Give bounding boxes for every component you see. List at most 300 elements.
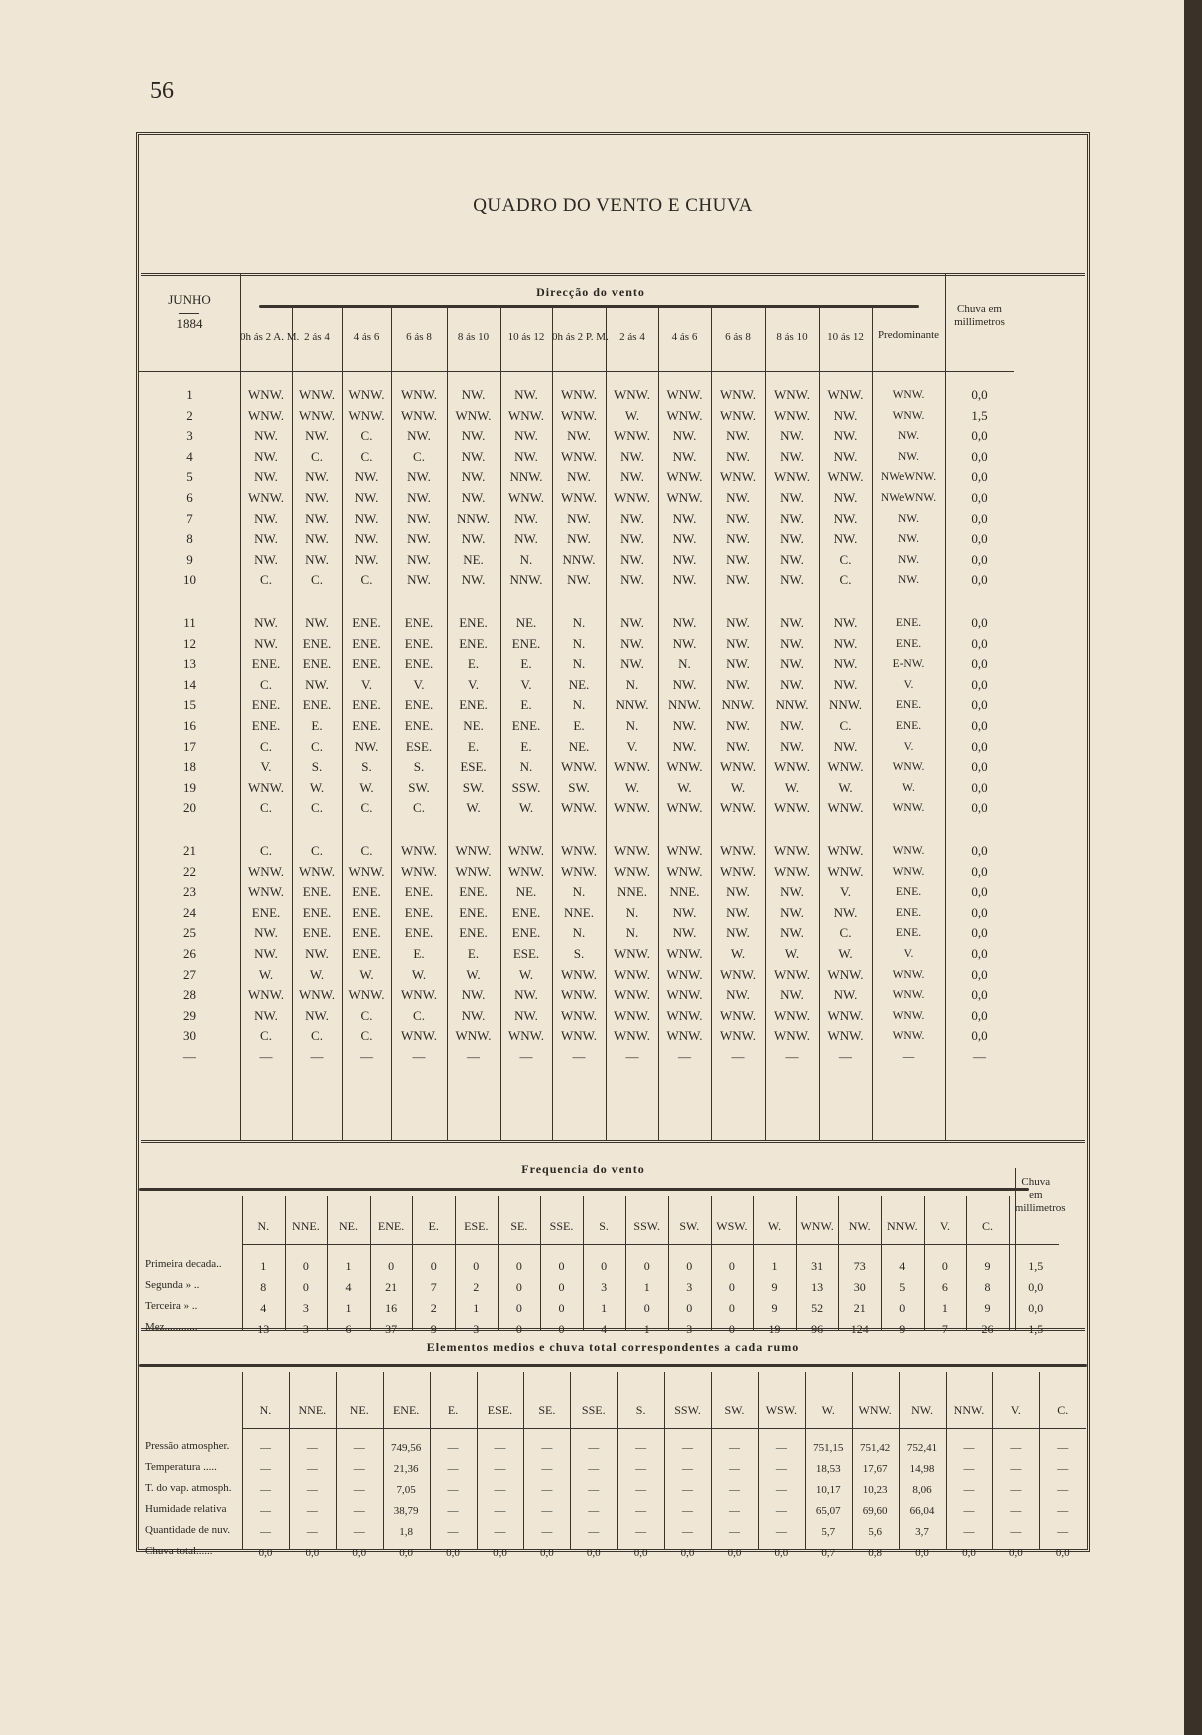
wind-direction-cell: V. [903, 740, 914, 753]
row-label: Chuva total...... [145, 1545, 213, 1557]
wind-direction-cell: E-NW. [892, 658, 925, 671]
interval-header: 0h ás 2 P. M. [552, 331, 609, 343]
element-value: — [494, 1463, 506, 1475]
row-label: Pressão atmospher. [145, 1440, 230, 1452]
element-value: — [353, 1484, 365, 1496]
wind-direction-cell: WNW. [508, 843, 544, 858]
day-number: 25 [183, 925, 196, 941]
wind-direction-cell: ENE. [459, 884, 488, 900]
wind-direction-cell: NW. [305, 531, 329, 547]
direction-header: W. [821, 1403, 835, 1417]
element-value: 14,98 [909, 1463, 935, 1475]
frequency-value: 4 [899, 1259, 906, 1273]
wind-direction-cell: NW. [254, 1007, 278, 1023]
wind-direction-cell: WNW. [720, 1028, 756, 1044]
wind-direction-cell: NW. [780, 572, 804, 588]
day-number: 10 [183, 572, 196, 588]
element-value: — [1010, 1484, 1022, 1496]
frequency-value: 7 [430, 1280, 437, 1294]
element-value: — [588, 1505, 600, 1517]
wind-direction-cell: WNW. [827, 966, 864, 982]
wind-direction-cell: C. [260, 738, 272, 754]
element-value: — [682, 1505, 694, 1517]
wind-direction-cell: WNW. [666, 407, 703, 423]
wind-direction-cell: C. [260, 572, 272, 588]
wind-direction-cell: WNW. [561, 490, 597, 505]
header-bottom-rule [139, 371, 1014, 372]
wind-direction-cell: ENE. [352, 946, 381, 961]
frequency-value: 3 [302, 1301, 309, 1315]
wind-direction-cell: C. [311, 843, 323, 858]
wind-direction-cell: WNW. [774, 407, 810, 423]
wind-direction-cell: NW. [780, 884, 804, 900]
wind-direction-cell: NW. [461, 469, 486, 485]
rain-value: 0,0 [971, 925, 988, 941]
wind-direction-cell: NW. [254, 925, 278, 941]
row-label: Quantidade de nuv. [145, 1524, 231, 1536]
wind-direction-cell: N. [572, 925, 586, 941]
wind-direction-cell: ENE. [895, 927, 922, 940]
element-value: 21,36 [393, 1463, 419, 1475]
frequency-value: 5 [899, 1280, 906, 1294]
rain-value: 0,0 [971, 843, 988, 858]
element-value: — [682, 1526, 694, 1538]
wind-direction-cell: WNW. [892, 409, 925, 422]
rain-value: 0,0 [971, 738, 988, 754]
direction-header: ESE. [464, 1219, 489, 1233]
wind-direction-cell: WNW. [827, 759, 864, 775]
wind-direction-cell: C. [360, 428, 373, 444]
wind-direction-cell: ENE. [895, 886, 922, 899]
frequency-value: 3 [473, 1322, 480, 1336]
wind-direction-cell: W. [784, 946, 800, 961]
wind-direction-cell: C. [413, 1007, 425, 1023]
wind-direction-cell: NW. [672, 676, 697, 692]
month-rule [179, 313, 199, 314]
interval-header: 8 ás 10 [457, 331, 490, 343]
wind-direction-cell: V. [903, 948, 914, 960]
element-value: 752,41 [906, 1442, 938, 1454]
frequency-value: 31 [811, 1259, 824, 1273]
day-number: 1 [186, 387, 193, 402]
wind-direction-cell: WNW. [348, 407, 385, 423]
rain-value: 1,5 [1028, 1322, 1044, 1336]
direction-header: NE. [349, 1403, 369, 1417]
interval-header: 2 ás 4 [304, 331, 330, 343]
wind-direction-cell: WNW. [720, 759, 756, 775]
wind-direction-cell: WNW. [248, 884, 284, 900]
wind-direction-cell: SW. [568, 779, 590, 795]
element-value: 0,0 [1008, 1547, 1023, 1559]
wind-direction-cell: WNW. [720, 843, 756, 858]
element-value: 0,7 [821, 1547, 836, 1559]
frequency-value: 0 [302, 1280, 309, 1294]
wind-direction-cell: WNW. [720, 966, 756, 982]
wind-direction-cell: NW. [620, 615, 644, 630]
wind-direction-cell: NW. [514, 1007, 538, 1023]
wind-direction-cell: ENE. [895, 720, 922, 732]
wind-direction-cell: N. [572, 615, 586, 630]
element-value: — [494, 1484, 506, 1496]
element-value: 5,6 [868, 1526, 882, 1538]
wind-direction-cell: — [902, 1051, 915, 1063]
element-value: 0,0 [633, 1547, 648, 1559]
wind-direction-cell: WNW. [666, 469, 703, 485]
wind-direction-cell: C. [413, 800, 425, 816]
wind-direction-cell: WNW. [401, 407, 437, 423]
wind-direction-cell: V. [260, 759, 272, 775]
rain-value: 0,0 [1028, 1301, 1044, 1315]
wind-direction-cell: S. [413, 759, 425, 775]
wind-direction-cell: WNW. [348, 387, 385, 402]
element-value: 0,0 [258, 1547, 273, 1559]
wind-direction-cell: NNW. [667, 697, 702, 713]
day-number: 20 [183, 800, 196, 816]
element-value: — [635, 1526, 647, 1538]
rain-value: 0,0 [971, 800, 988, 816]
frequency-value: 37 [385, 1322, 398, 1336]
wind-direction-cell: N. [678, 656, 691, 672]
rain-value: 0,0 [971, 510, 988, 526]
rain-value: 0,0 [971, 635, 988, 651]
wind-direction-cell: NW. [726, 987, 750, 1003]
wind-direction-cell: NNE. [669, 884, 700, 900]
wind-direction-cell: NW. [407, 510, 431, 526]
rain-value: 0,0 [971, 718, 988, 733]
rain-value: 0,0 [971, 1007, 988, 1023]
wind-direction-cell: NW. [898, 512, 919, 525]
wind-direction-cell: WNW. [508, 863, 544, 879]
frequency-value: 0 [899, 1301, 906, 1315]
element-value: — [635, 1442, 647, 1454]
wind-direction-cell: WNW. [666, 759, 703, 775]
element-value: — [306, 1463, 318, 1475]
wind-direction-cell: WNW. [455, 843, 492, 858]
wind-direction-cell: C. [360, 800, 373, 816]
element-value: 0,0 [446, 1547, 460, 1559]
frequency-value: 3 [601, 1280, 608, 1294]
book-edge [1184, 0, 1202, 1735]
wind-direction-cell: E. [311, 718, 323, 733]
wind-direction-cell: WNW. [827, 1007, 864, 1023]
wind-direction-cell: NW. [780, 987, 804, 1003]
frequency-value: 0 [558, 1259, 565, 1273]
rain-value: 0,0 [971, 551, 988, 567]
wind-direction-cell: ENE. [895, 617, 922, 629]
element-value: — [353, 1442, 365, 1454]
wind-direction-cell: NNW. [615, 697, 649, 713]
wind-direction-cell: NW. [780, 656, 804, 672]
wind-direction-cell: WNW. [892, 1009, 925, 1022]
wind-direction-cell: NW. [407, 490, 431, 505]
wind-direction-cell: ENE. [302, 635, 332, 651]
element-value: 10,17 [815, 1484, 841, 1496]
wind-direction-cell: WNW. [455, 407, 492, 423]
wind-direction-cell: WNW. [774, 800, 810, 816]
wind-direction-cell: WNW. [561, 759, 597, 775]
interval-header: 8 ás 10 [776, 331, 808, 343]
day-number: 14 [183, 676, 196, 692]
wind-direction-cell: WNW. [614, 1007, 650, 1023]
wind-direction-cell: NW. [780, 428, 804, 444]
wind-direction-cell: C. [360, 843, 373, 858]
wind-direction-cell: NW. [726, 428, 750, 444]
wind-direction-cell: WNW. [614, 863, 650, 879]
day-number: 26 [183, 946, 196, 961]
element-value: 7,05 [396, 1484, 416, 1496]
direction-header: NNE. [298, 1403, 327, 1417]
wind-direction-cell: NW. [833, 428, 858, 444]
element-value: 0,0 [352, 1547, 367, 1559]
day-number: 15 [183, 697, 196, 713]
wind-direction-cell: — [678, 1049, 691, 1064]
element-value: — [494, 1505, 506, 1517]
element-value: — [588, 1526, 600, 1538]
day-number: 30 [183, 1028, 196, 1044]
wind-direction-cell: WNW. [299, 863, 335, 879]
wind-direction-cell: NW. [833, 448, 858, 464]
wind-direction-cell: C. [360, 572, 373, 588]
frequency-value: 2 [473, 1280, 480, 1294]
element-value: — [447, 1505, 459, 1517]
row-label: Segunda » .. [145, 1279, 200, 1291]
wind-direction-cell: NW. [672, 531, 697, 547]
day-number: 18 [183, 759, 196, 775]
rain-value: 0,0 [971, 615, 988, 630]
wind-direction-cell: ENE. [895, 699, 922, 712]
direction-header: SE. [538, 1403, 556, 1417]
element-value: — [306, 1442, 318, 1454]
wind-direction-cell: W. [838, 779, 853, 795]
wind-direction-cell: ENE. [404, 656, 434, 672]
frequency-header-rule [242, 1244, 1059, 1245]
element-value: — [306, 1526, 318, 1538]
wind-direction-cell: N. [572, 656, 586, 672]
wind-direction-cell: ENE. [459, 697, 488, 713]
direction-header: E. [428, 1219, 439, 1233]
wind-direction-cell: WNW. [774, 843, 810, 858]
wind-direction-cell: NW. [833, 635, 858, 651]
wind-direction-cell: NNW. [509, 469, 543, 485]
wind-direction-cell: NW. [833, 510, 858, 526]
wind-direction-cell: NW. [780, 718, 804, 733]
frequency-value: 0 [430, 1259, 437, 1273]
wind-direction-cell: WNW. [614, 987, 650, 1003]
element-value: 0,0 [680, 1547, 695, 1559]
direction-header: WSW. [765, 1403, 797, 1417]
wind-direction-cell: WNW. [774, 469, 810, 485]
row-label: Primeira decada.. [145, 1258, 222, 1270]
row-label: Terceira » .. [145, 1300, 198, 1312]
wind-direction-cell: WNW. [614, 428, 650, 444]
wind-direction-cell: WNW. [508, 407, 544, 423]
wind-direction-cell: WNW. [892, 389, 925, 401]
wind-direction-cell: N. [625, 676, 639, 692]
wind-direction-cell: NE. [568, 676, 590, 692]
element-value: — [447, 1484, 459, 1496]
wind-direction-cell: C. [260, 1028, 272, 1044]
wind-direction-cell: V. [361, 676, 372, 692]
wind-direction-cell: NW. [898, 533, 919, 546]
direction-header: WSW. [716, 1219, 748, 1233]
wind-direction-cell: NW. [780, 676, 804, 692]
wind-direction-cell: WNW. [666, 863, 703, 879]
wind-direction-cell: NW. [833, 676, 858, 692]
wind-direction-cell: WNW. [774, 759, 810, 775]
frequency-value: 9 [899, 1322, 906, 1336]
wind-direction-cell: NW. [461, 448, 486, 464]
wind-direction-cell: E. [573, 718, 585, 733]
wind-direction-cell: NW. [780, 738, 804, 754]
wind-direction-cell: WNW. [401, 987, 437, 1003]
element-value: — [447, 1442, 459, 1454]
wind-direction-cell: W. [677, 779, 692, 795]
wind-direction-cell: NW. [726, 531, 750, 547]
wind-direction-cell: NW. [780, 551, 804, 567]
wind-direction-cell: WNW. [666, 387, 703, 402]
wind-direction-cell: NW. [780, 448, 804, 464]
frequency-value: 0 [728, 1280, 735, 1294]
wind-direction-cell: NW. [514, 448, 538, 464]
wind-direction-cell: N. [572, 635, 586, 651]
direction-header: ENE. [377, 1219, 405, 1233]
wind-direction-cell: WNW. [401, 387, 437, 402]
wind-direction-cell: W. [518, 800, 534, 816]
rain-value: 1,5 [971, 407, 988, 423]
wind-direction-cell: NW. [254, 635, 278, 651]
wind-direction-header: Direcção do vento [536, 285, 645, 299]
wind-direction-cell: ENE. [459, 904, 488, 920]
direction-header: SW. [679, 1219, 700, 1233]
wind-direction-cell: NW. [833, 904, 858, 920]
row-label: Temperatura ..... [145, 1461, 217, 1473]
element-value: 18,53 [815, 1463, 841, 1475]
wind-direction-cell: ENE. [352, 635, 381, 651]
wind-direction-cell: WNW. [299, 387, 335, 402]
wind-direction-cell: W. [624, 407, 640, 423]
wind-direction-cell: — [310, 1049, 324, 1064]
wind-direction-cell: WNW. [614, 490, 650, 505]
day-number: 11 [183, 615, 196, 630]
wind-direction-cell: NW. [726, 738, 750, 754]
frequency-value: 52 [811, 1301, 824, 1315]
wind-direction-cell: NW. [620, 635, 644, 651]
wind-direction-cell: WNW. [774, 387, 810, 402]
wind-direction-cell: NW. [780, 904, 804, 920]
wind-direction-cell: NW. [780, 510, 804, 526]
wind-direction-cell: WNW. [614, 800, 650, 816]
wind-direction-cell: C. [360, 448, 373, 464]
element-value: — [447, 1526, 459, 1538]
wind-direction-cell: NW. [354, 490, 379, 505]
wind-direction-cell: NW. [254, 448, 278, 464]
wind-direction-cell: ENE. [251, 697, 281, 713]
wind-direction-cell: NNW. [828, 697, 863, 713]
wind-direction-cell: C. [839, 551, 852, 567]
wind-direction-cell: WNW. [666, 490, 703, 505]
wind-direction-cell: NW. [620, 469, 644, 485]
element-value: — [353, 1505, 365, 1517]
element-value: 0,0 [539, 1547, 554, 1559]
wind-direction-cell: ENE. [352, 656, 381, 672]
wind-direction-cell: NW. [305, 490, 329, 505]
wind-direction-cell: NW. [726, 572, 750, 588]
wind-direction-cell: NW. [514, 531, 538, 547]
wind-direction-cell: WNW. [561, 966, 597, 982]
wind-direction-cell: ENE. [352, 615, 381, 630]
wind-direction-cell: WNW. [401, 1028, 437, 1044]
direction-header: V. [939, 1219, 950, 1233]
element-value: — [963, 1526, 975, 1538]
direction-header: C. [981, 1219, 993, 1233]
wind-direction-cell: WNW. [892, 968, 925, 981]
wind-direction-cell: W. [466, 966, 481, 982]
wind-direction-cell: W. [730, 946, 746, 961]
wind-direction-cell: S. [573, 946, 585, 961]
row-label: Mez............ [145, 1321, 198, 1333]
wind-direction-cell: WNW. [827, 863, 864, 879]
wind-direction-cell: WNW. [561, 448, 597, 464]
wind-direction-cell: ENE. [251, 656, 281, 672]
wind-direction-cell: NW. [672, 448, 697, 464]
table-frame [136, 132, 1090, 1559]
wind-direction-cell: WNW. [561, 1007, 597, 1023]
table-title: QUADRO DO VENTO E CHUVA [473, 195, 753, 216]
element-value: — [259, 1526, 271, 1538]
wind-direction-cell: WNW. [348, 987, 385, 1003]
frequency-value: 0 [515, 1322, 522, 1336]
wind-direction-cell: C. [413, 448, 425, 464]
wind-direction-cell: V. [468, 676, 479, 692]
month-label: JUNHO [168, 292, 211, 307]
element-value: 0,0 [586, 1547, 601, 1559]
wind-direction-cell: WNW. [614, 946, 650, 961]
element-value: — [682, 1484, 694, 1496]
wind-direction-cell: WNW. [666, 946, 703, 961]
day-number: 21 [183, 843, 196, 858]
wind-direction-cell: ENE. [459, 635, 488, 651]
wind-direction-cell: NNW. [562, 551, 596, 567]
wind-direction-cell: WNW. [666, 1007, 703, 1023]
direction-header: NNW. [887, 1219, 918, 1233]
frequency-value: 4 [345, 1280, 352, 1294]
direction-header: NNW. [953, 1403, 985, 1417]
element-value: 0,0 [305, 1547, 320, 1559]
day-number: 8 [186, 531, 193, 547]
wind-direction-cell: WNW. [561, 843, 597, 858]
wind-direction-cell: NW. [567, 531, 591, 547]
elements-header-rule [242, 1428, 1086, 1429]
rain-value: 0,0 [971, 966, 988, 982]
rain-value: 0,0 [971, 531, 988, 547]
wind-direction-cell: W. [309, 779, 325, 795]
element-value: — [259, 1484, 271, 1496]
element-value: — [494, 1442, 506, 1454]
frequency-value: 0 [601, 1259, 608, 1273]
wind-direction-cell: NW. [620, 656, 644, 672]
wind-direction-cell: C. [311, 1028, 323, 1044]
element-value: — [1057, 1442, 1069, 1454]
direction-header: N. [259, 1403, 272, 1417]
rain-value: 0,0 [971, 490, 988, 505]
wind-direction-cell: NW. [726, 635, 750, 651]
wind-direction-cell: WNW. [401, 863, 437, 879]
frequency-value: 3 [686, 1280, 693, 1294]
day-number: 24 [183, 904, 196, 920]
wind-direction-cell: WNW. [561, 1028, 597, 1044]
row-label: Humidade relativa [145, 1503, 227, 1515]
element-value: — [353, 1463, 365, 1475]
